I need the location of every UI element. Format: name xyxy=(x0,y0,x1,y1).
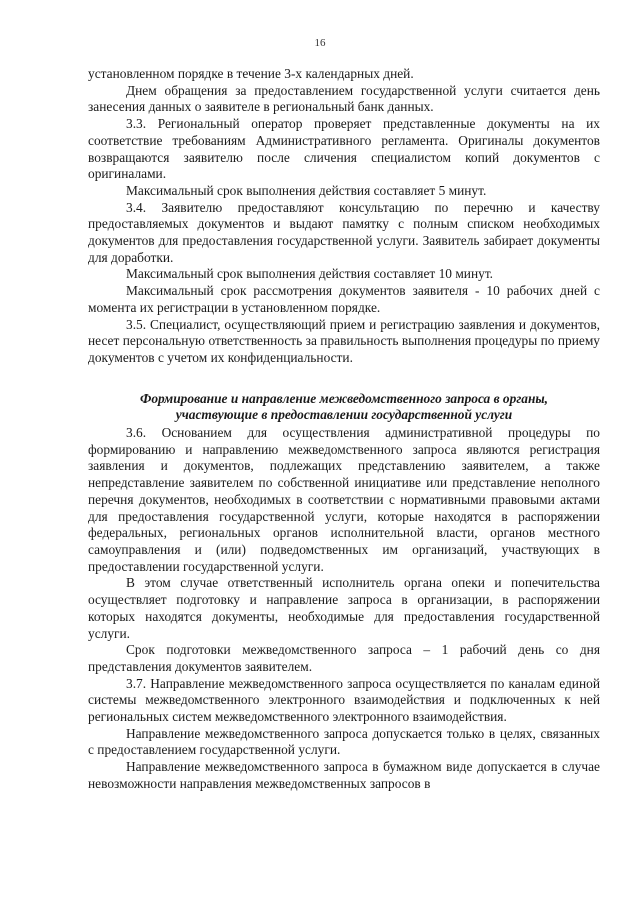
paragraph-3-4: 3.4. Заявителю предоставляют консультацию по перечню и качеству предоставляемых документов и выдают памятку с полным списком необходимых документов для предоставления государственной услуги. Заявитель забирает документы для доработки. xyxy=(88,199,600,265)
document-body xyxy=(88,66,600,793)
section-heading-line-1: Формирование и направление межведомственного запроса в органы, xyxy=(139,390,549,406)
paragraph-max-time-5-min: Максимальный срок выполнения действия составляет 5 минут. xyxy=(126,182,487,198)
page-number: 16 xyxy=(314,37,326,49)
paragraph-max-review-time: Максимальный срок рассмотрения документов заявителя - 10 рабочих дней с момента их регистрации в установленном порядке. xyxy=(88,283,600,315)
paragraph-3-3: 3.3. Региональный оператор проверяет представленные документы на их соответствие требованиям Административного регламента. Оригиналы документов возвращаются заявителю после сличения специалистом копий документов с оригиналами. xyxy=(88,116,600,182)
paragraph-3-7: 3.7. Направление межведомственного запроса осуществляется по каналам единой системы межведомственного электронного взаимодействия и подключенных к ней региональных систем межведомственного электронного взаимодействия. xyxy=(88,675,600,725)
paragraph-application-day: Днем обращения за предоставлением государственной услуги считается день занесения данных о заявителе в региональный банк данных. xyxy=(88,82,600,115)
paragraph-responsible-executor: В этом случае ответственный исполнитель органа опеки и попечительства осуществляет подготовку и направление запроса в организации, в распоряжении которых находятся документы, необходимые для предоставления государственной услуги. xyxy=(88,575,600,641)
section-heading xyxy=(88,391,600,424)
paragraph-continuation: установленном порядке в течение 3-х календарных дней. xyxy=(88,66,414,81)
paragraph-request-purpose: Направление межведомственного запроса допускается только в целях, связанных с предоставлением государственной услуги. xyxy=(88,725,600,758)
paragraph-3-5: 3.5. Специалист, осуществляющий прием и регистрацию заявления и документов, несет персональную ответственность за правильность выполнения процедуры по приему документов с учетом их конфиденциальности. xyxy=(88,316,600,365)
paragraph-max-time-10-min: Максимальный срок выполнения действия составляет 10 минут. xyxy=(126,266,494,282)
paragraph-paper-request: Направление межведомственного запроса в бумажном виде допускается в случае невозможности направления межведомственных запросов в xyxy=(88,759,600,791)
paragraph-3-6: 3.6. Основанием для осуществления административной процедуры по формированию и направлению межведомственного запроса являются регистрация заявления и документов, подлежащих представлению заявителем, а также непредставление заявителем по собственной инициативе или представление неполного перечня документов, необходимых в соответствии с нормативными правовыми актами для предоставления государственной услуги, которые находятся в распоряжении федеральных, региональных органов исполнительной власти, органов местного самоуправления и (или) подведомственных им организаций, участвующих в предоставлении государственной услуги. xyxy=(88,425,600,574)
paragraph-request-deadline: Срок подготовки межведомственного запроса – 1 рабочий день со дня представления документов заявителем. xyxy=(88,642,600,674)
section-heading-line-2: участвующие в предоставлении государственной услуги xyxy=(175,407,513,423)
